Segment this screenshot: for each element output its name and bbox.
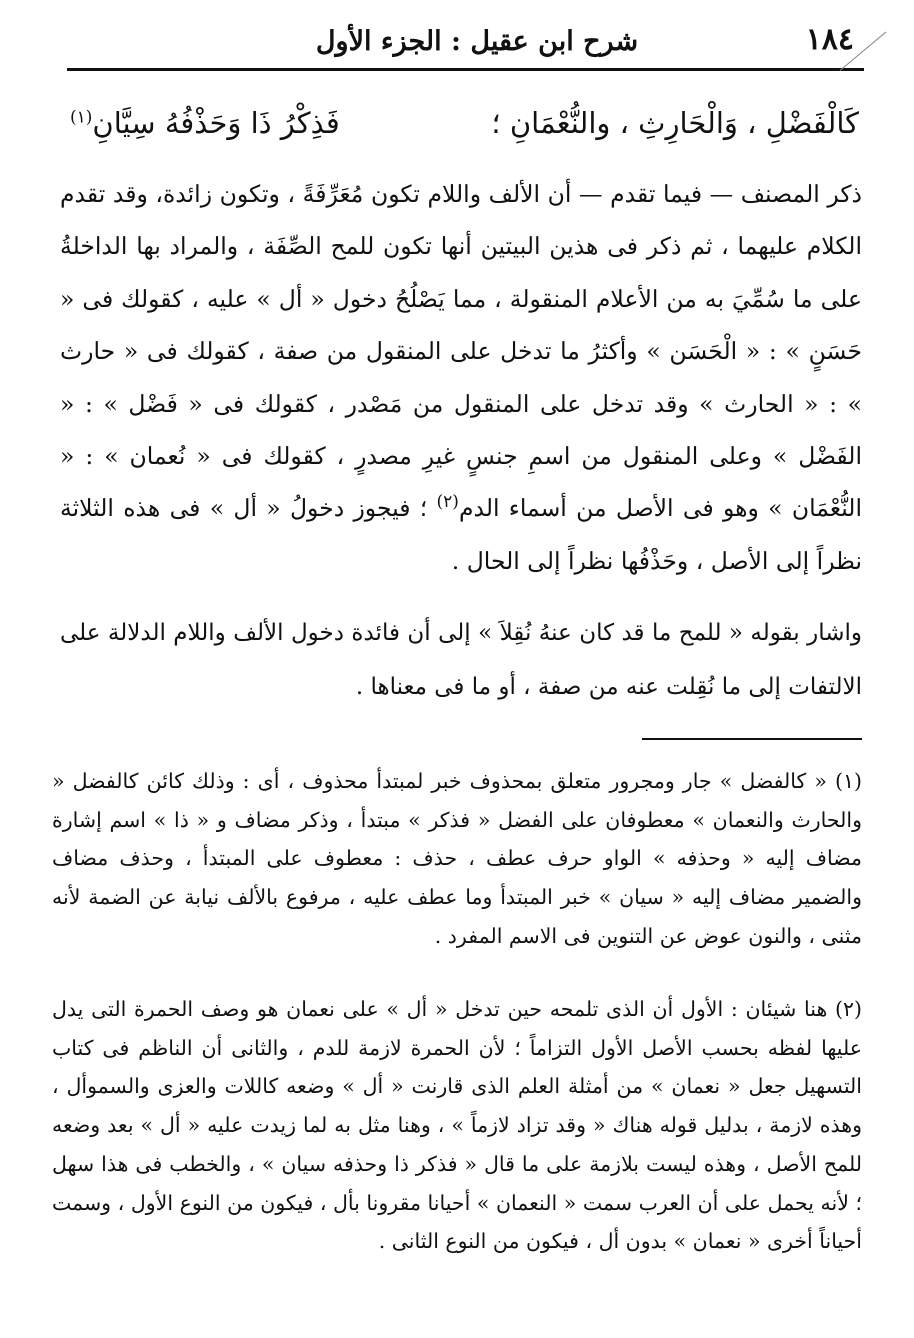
commentary-text-end: ؛ فيجوز دخولُ « أل » فى هذه الثلاثة نظراً إلى الأصل ، وحَذْفُها نظراً إلى الحال . [60, 494, 862, 575]
verse-second-half [70, 95, 340, 155]
verse-first-half: كَالْفَضْلِ ، وَالْحَارِثِ ، والنُّعْمَانِ ؛ [491, 106, 859, 140]
commentary-text: ذكر المصنف — فيما تقدم — أن الألف واللام تكون مُعَرِّفَةً ، وتكون زائدة، وقد تقدم الكلام عليهما ، ثم ذكر فى هذين البيتين أنها تكون للمح الصِّفَة ، والمراد بها الداخلةُ على ما سُمِّيَ به من الأعلام المنقولة ، مما يَصْلُحُ دخول « أل » عليه ، كقولك فى « حَسَنٍ » : « الْحَسَن » وأكثرُ ما تدخل على المنقول من صفة ، كقولك فى « حارث » : « الحارث » وقد تدخل على المنقول من مَصْدر ، كقولك فى « فَضْل » : « الفَضْل » وعلى المنقول من اسمِ جنسٍ غيرِ مصدرٍ ، كقولك فى « نُعمان » : « النُّعْمَان » وهو فى الأصل من أسماء الدم [60, 180, 862, 523]
page-number: ١٨٤ [805, 22, 854, 57]
verse-second-half-text: فَذِكْرُ ذَا وَحَذْفُهُ سِيَّانِ [92, 106, 340, 140]
footnote-number: (٢) [834, 997, 862, 1021]
footnote-1 [52, 762, 862, 956]
header-rule [67, 68, 864, 71]
verse-line [70, 95, 859, 155]
footnote-ref-2: (٢) [436, 492, 459, 513]
page-header [100, 18, 854, 66]
commentary-paragraph-2: واشار بقوله « للمح ما قد كان عنهُ نُقِلاَ » إلى أن فائدة دخول الألف واللام الدلالة على الالتفات إلى ما نُقِلت عنه من صفة ، أو ما فى معناها . [60, 620, 862, 700]
footnote-text: هنا شيئان : الأول أن الذى تلمحه حين تدخل « أل » على نعمان هو وصف الحمرة التى يدل عليها لفظه بحسب الأصل الأول التزاماً ؛ لأن الحمرة لازمة للدم ، والثانى أن الناظم فى كتاب التسهيل جعل « نعمان » من أمثلة العلم الذى قارنت « أل » وضعه كاللات والعزى والسموأل ، وهذه لازمة ، بدليل قوله هناك « وقد تزاد لازماً » ، وهنا مثل به لما زيدت عليه « أل » بعد وضعه للمح الأصل ، وهذه ليست بلازمة على ما قال « فذكر ذا وحذفه سيان » ، والخطب فى هذا سهل ؛ لأنه يحمل على أن العرب سمت « النعمان » أحيانا مقرونا بأل ، فيكون من النوع الأول ، وسمت أحياناً أخرى « نعمان » بدون أل ، فيكون من النوع الثانى . [52, 997, 862, 1254]
footnote-number: (١) [834, 769, 862, 793]
commentary-paragraph-1 [60, 168, 862, 587]
footnote-2 [52, 990, 862, 1261]
footnote-ref-1: (١) [70, 107, 93, 128]
footnote-rule [642, 738, 862, 740]
running-title: شرح ابن عقيل : الجزء الأول [315, 26, 639, 57]
footnote-text: « كالفضل » جار ومجرور متعلق بمحذوف خبر لمبتدأ محذوف ، أى : وذلك كائن كالفضل « والحارث والنعمان » معطوفان على الفضل « فذكر » مبتدأ ، وذكر مضاف و « ذا » اسم إشارة مضاف إليه « وحذفه » الواو حرف عطف ، حذف : معطوف على المبتدأ ، وحذف مضاف والضمير مضاف إليه « سيان » خبر المبتدأ وما عطف عليه ، مرفوع بالألف نيابة عن الضمة لأنه مثنى ، والنون عوض عن التنوين فى الاسم المفرد . [52, 769, 862, 948]
